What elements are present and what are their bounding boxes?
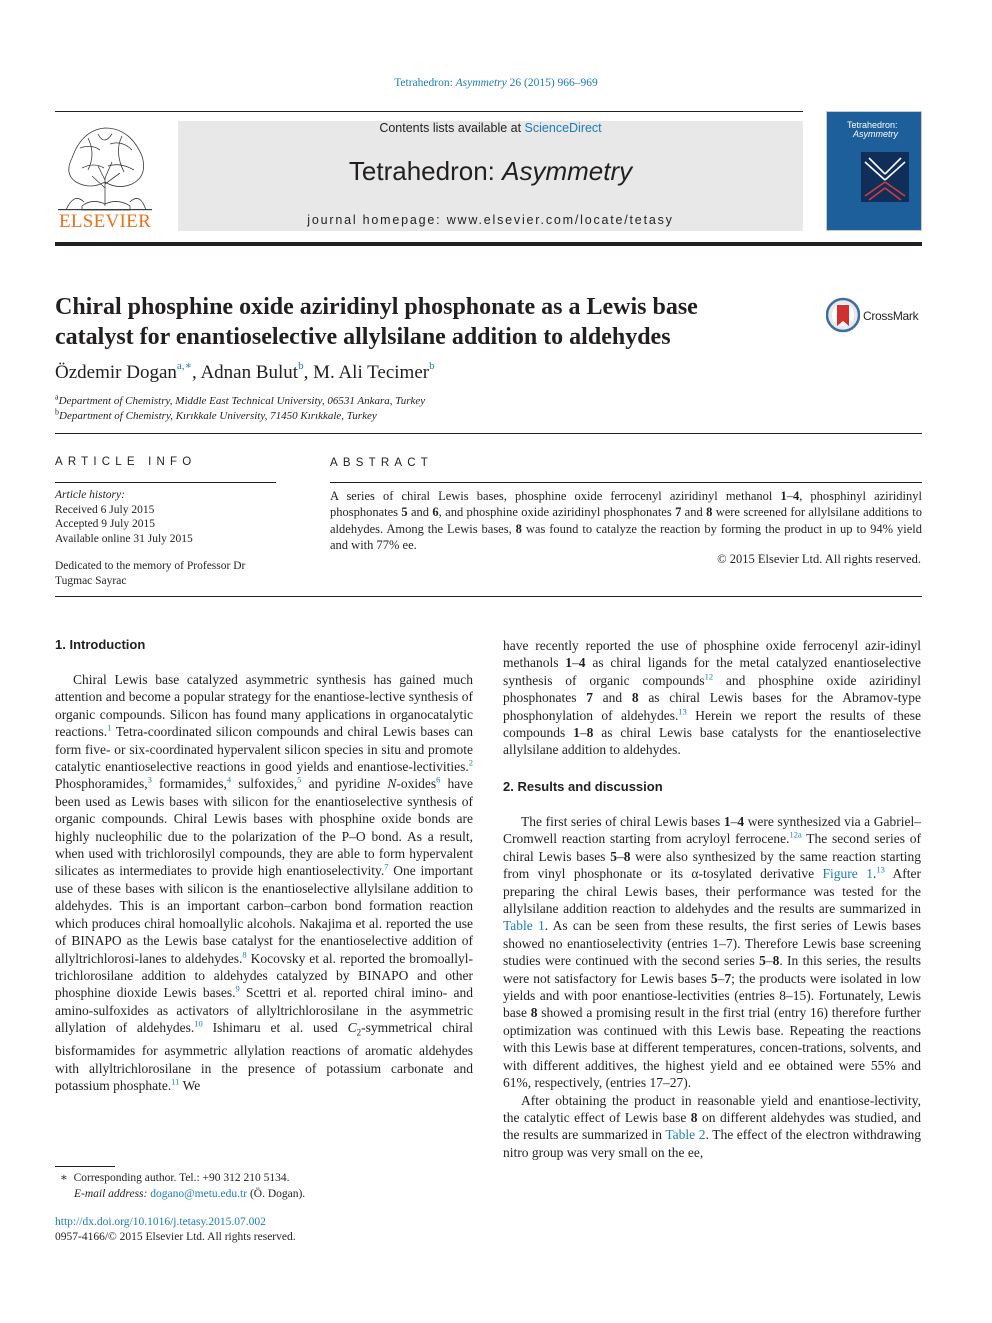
author-name[interactable]: M. Ali Tecimer — [313, 362, 430, 383]
issn-copyright: 0957-4166/© 2015 Elsevier Ltd. All rights reserved. — [55, 1231, 296, 1243]
abstract-copyright: © 2015 Elsevier Ltd. All rights reserved. — [717, 552, 921, 566]
article-info-heading: ARTICLE INFO — [55, 456, 197, 468]
author-name[interactable]: Adnan Bulut — [200, 362, 299, 383]
body-column-right-bottom — [503, 813, 921, 1161]
journal-citation[interactable]: Tetrahedron: Asymmetry 26 (2015) 966–969 — [394, 77, 598, 89]
footnote-divider — [55, 1166, 115, 1167]
author-name[interactable]: Özdemir Dogan — [55, 362, 177, 383]
corresponding-author-footnote: ∗ Corresponding author. Tel.: +90 312 210 5134. E-mail address: dogano@metu.edu.tr (Ö. Dogan). — [60, 1172, 306, 1200]
journal-masthead — [178, 121, 803, 231]
article-title: Chiral phosphine oxide aziridinyl phosphonate as a Lewis base catalyst for enantioselective allylsilane addition to aldehydes — [55, 294, 698, 350]
abstract-text: A series of chiral Lewis bases, phosphine oxide ferrocenyl aziridinyl methanol 1–4, phosphinyl aziridinyl phosphonates 5 and 6, and phosphine oxide aziridinyl phosphonates 7 and 8 were screened for allylsilane additions to aldehydes. Among the Lewis bases, 8 was found to catalyze the reaction by forming the product in up to 94% yield and with 77% ee. — [330, 489, 922, 552]
abstract-heading: ABSTRACT — [330, 457, 433, 469]
header-divider — [55, 111, 803, 112]
body-column-right-top — [503, 637, 921, 759]
crossmark-icon — [826, 297, 860, 333]
abstract-divider — [330, 482, 922, 483]
affiliation-divider — [55, 433, 922, 434]
affiliation-b: $^b$Department of Chemistry, Kırıkkale University, 71450 Kırıkkale, Turkey — [55, 407, 377, 422]
homepage-link[interactable]: www.elsevier.com/locate/tetasy — [446, 213, 674, 227]
abstract-bottom-divider — [55, 596, 922, 597]
email-link[interactable]: dogano@metu.edu.tr — [150, 1188, 248, 1200]
cover-artwork-icon — [861, 152, 909, 202]
doi-link[interactable]: http://dx.doi.org/10.1016/j.tetasy.2015.07.002 — [55, 1216, 266, 1228]
article-info-divider — [55, 482, 276, 483]
elsevier-wordmark: ELSEVIER — [58, 211, 152, 232]
body-paragraph: Chiral Lewis base catalyzed asymmetric synthesis has gained much attention and become a popular strategy for the enantiose-lective synthesis of organic compounds. Silicon has found many applications in organocatalytic reactions.$^1$ Tetra-coordinated silicon compounds and chiral Lewis bases can form five- or six-coordinated hypervalent silicon species in situ and promote catalytic enantioselective reactions in good yields and enantiose-lectivities.$^2$ Phosphoramides,$^3$ formamides,$^4$ sulfoxides,$^5$ and pyridine N-oxides$^6$ have been used as Lewis bases with silicon for the enantioselective synthesis of organic compounds. Chiral Lewis bases with phosphine oxide bonds are highly nucleophilic due to the polarization of the P–O bond. As a result, when used with trichlorosilyl compounds, they are able to form hypervalent silicates as intermediates to provide high enantioselectivity.$^7$ One important use of these bases with silicon is the enantioselective allylsilane addition to aldehydes. This is an important carbon–carbon bond formation reaction which produces chiral homoallylic alcohols. Nakajima et al. reported the use of BINAPO as the Lewis base catalyst for the enantioselective addition of allyltrichlorosi-lanes to aldehydes.$^8$ Kocovsky et al. reported the bromoallyl-trichlorosilane addition to aldehydes catalyzed by BINAPO and other phosphine dioxide Lewis bases.$^9$ Scettri et al. reported chiral imino- and amino-sulfoxides as activators of allyltrichlorosilane in the asymmetric allylation of aldehydes.$^{10}$ Ishimaru et al. used $C_2$-symmetrical chiral bisformamides for asymmetric allylation reactions of aromatic aldehydes with allyltrichlorosilane in the presence of potassium carbonate and potassium phosphate.$^{11}$ We — [55, 672, 474, 1094]
masthead-divider — [55, 242, 922, 246]
body-paragraph: have recently reported the use of phosphine oxide ferrocenyl azir-idinyl methanols 1–4 as chiral ligands for the metal catalyzed enantioselective synthesis of organic compounds$^{12}$ and phosphine oxide aziridinyl phosphonates 7 and 8 as chiral Lewis bases for the Abramov-type phosphonylation of aldehydes.$^{13}$ Herein we report the results of these compounds 1–8 as chiral Lewis base catalysts for the enantioselective allylsilane addition to aldehydes. — [503, 638, 922, 758]
article-history: Article history: Received 6 July 2015 Accepted 9 July 2015 Available online 31 July 2015 — [55, 489, 193, 545]
body-paragraph: The first series of chiral Lewis bases 1–4 were synthesized via a Gabriel–Cromwell reaction starting from acryloyl ferrocene.$^{12a}$ The second series of chiral Lewis bases 5–8 were also synthesized by the same reaction starting from vinyl phosphonate or its α-tosylated derivative Figure 1.13 After preparing the chiral Lewis bases, their performance was tested for the allylsilane addition reaction to aldehydes and the results are summarized in Table 1. As can be seen from these results, the first series of Lewis bases showed no enantioselectivity (entries 1–7). Therefore Lewis base screening studies were continued with the second series 5–8. In this series, the results were not satisfactory for Lewis bases 5–7; the products were isolated in low yields and with poor enantiose-lectivities (entries 8–15). Fortunately, Lewis base 8 showed a promising result in the first trial (entry 16) therefore further optimization was continued with this Lewis base. Repeating the reactions with this Lewis base at different temperatures, concen-trations, solvents, and with different additives, the highest yield and ee obtained were 55% and 61%, respectively, (entries 17–27). — [503, 814, 922, 1091]
contents-line: Contents lists available at ScienceDirect — [379, 121, 602, 135]
journal-cover-thumbnail[interactable] — [826, 111, 922, 231]
author-list: Özdemir Dogan$^{a,∗}$, Adnan Bulut$^b$, M. Ali Tecimer$^b$ — [55, 359, 435, 383]
author-affil-mark[interactable]: b — [429, 359, 435, 372]
sciencedirect-link[interactable]: ScienceDirect — [524, 121, 602, 135]
dedication: Dedicated to the memory of Professor Dr Tugmac Sayrac — [55, 560, 246, 587]
cover-title: Tetrahedron: Asymmetry — [847, 120, 898, 139]
section-heading-introduction: 1. Introduction — [55, 637, 146, 652]
affiliation-a: $^a$Department of Chemistry, Middle East Technical University, 06531 Ankara, Turkey — [55, 392, 426, 407]
author-affil-mark[interactable]: b — [298, 359, 304, 372]
journal-title: Tetrahedron: Asymmetry — [348, 156, 633, 186]
body-paragraph: After obtaining the product in reasonable yield and enantiose-lectivity, the catalytic effect of Lewis base 8 on different aldehydes was studied, and the results are summarized in Table 2. The effect of the electron withdrawing nitro group was very small on the ee, — [503, 1092, 922, 1160]
crossmark-badge[interactable]: CrossMark — [826, 297, 926, 337]
section-heading-results: 2. Results and discussion — [503, 779, 663, 794]
author-affil-mark[interactable]: a,∗ — [176, 359, 192, 372]
journal-homepage: journal homepage: www.elsevier.com/locate/tetasy — [307, 213, 674, 227]
body-column-left — [55, 671, 473, 1094]
